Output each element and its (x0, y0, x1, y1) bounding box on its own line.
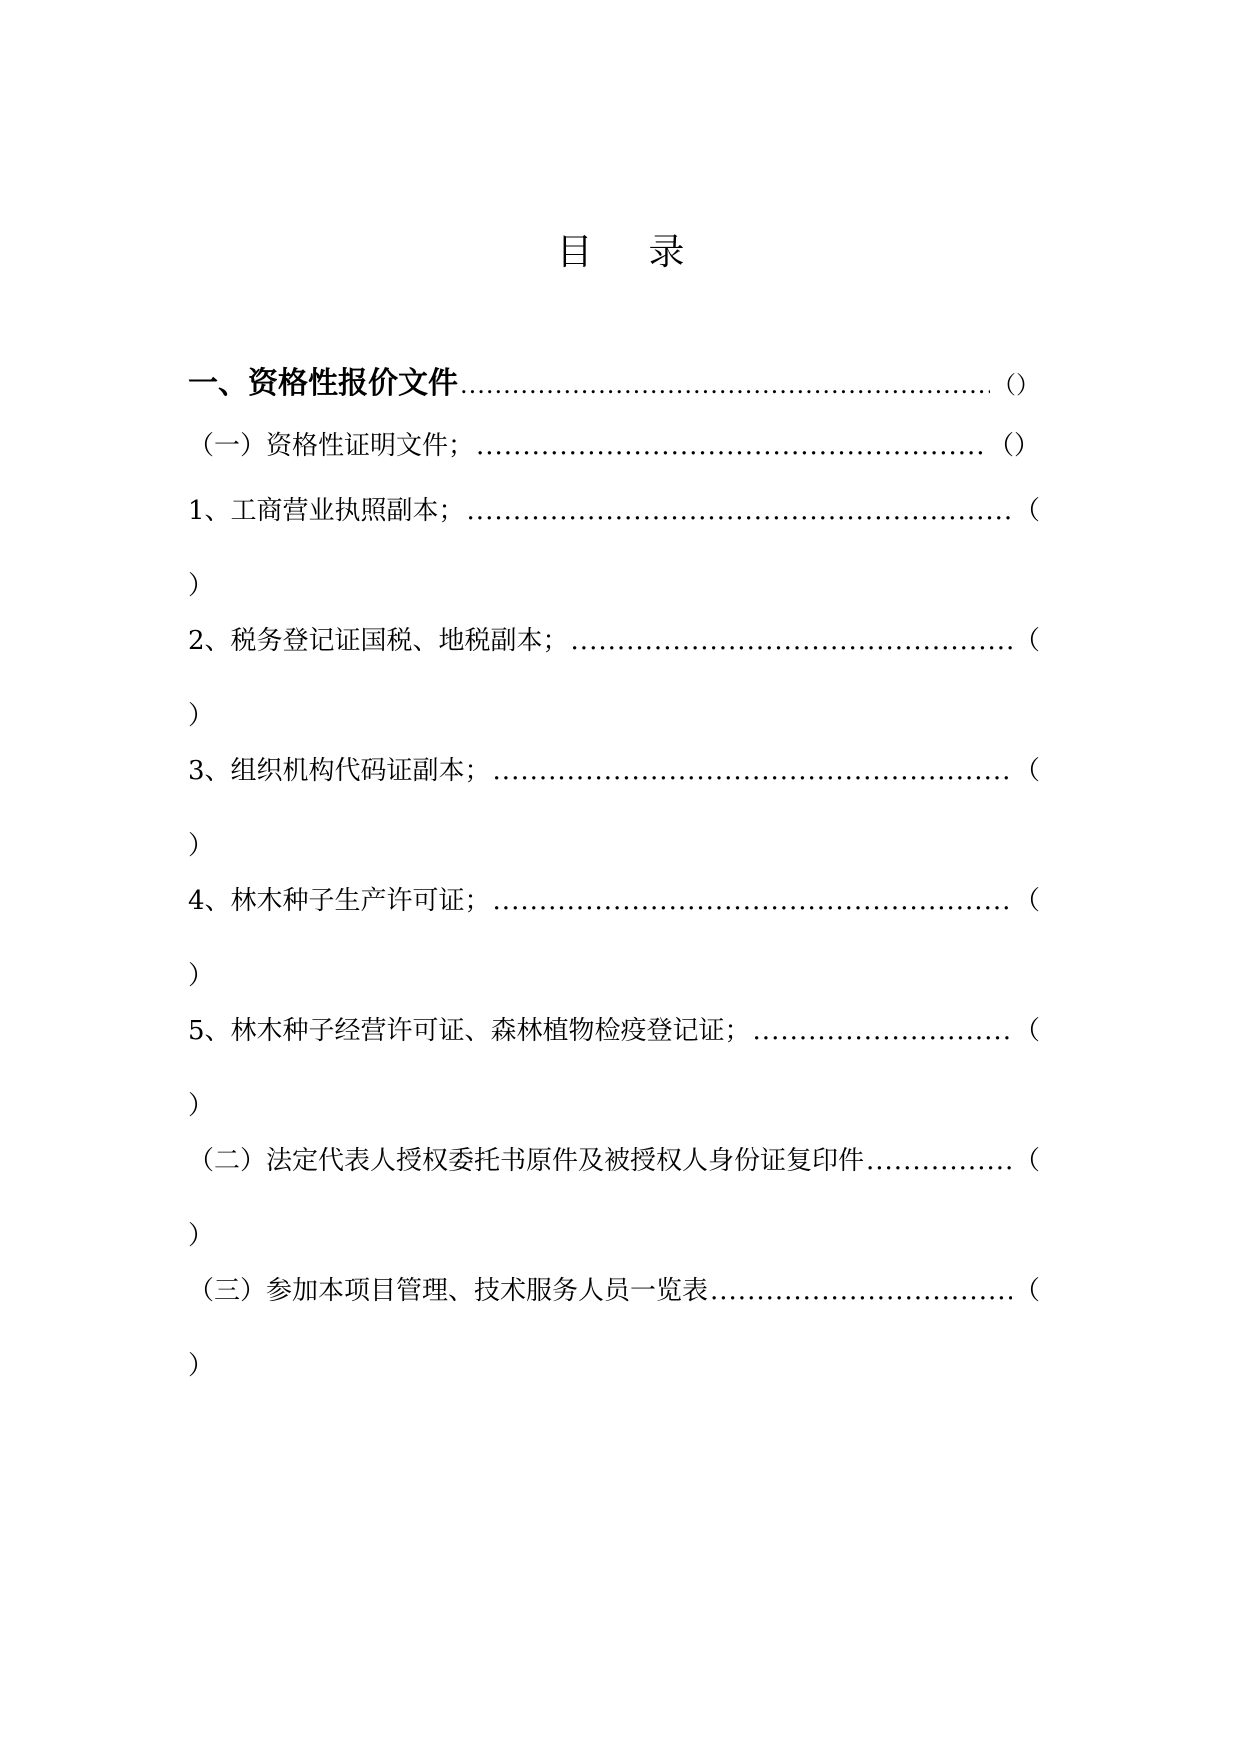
toc-entry-4[interactable] (188, 620, 1040, 732)
toc-entry-label: 4、林木种子生产许可证； (188, 886, 491, 916)
page-ref-open: （ (1013, 1016, 1040, 1046)
page-ref-open: （ (1013, 1146, 1040, 1176)
toc-entry-label: （三）参加本项目管理、技术服务人员一览表 (188, 1276, 709, 1306)
toc-entry-3[interactable] (188, 490, 1040, 602)
dot-leader (710, 1276, 1012, 1306)
page-ref-close: ） (188, 1221, 215, 1251)
toc-entry-1[interactable] (188, 358, 1040, 402)
toc-entry-label: 2、税务登记证国税、地税副本； (188, 626, 569, 656)
page-ref-close: ） (188, 571, 215, 601)
page-ref-close: ） (188, 961, 215, 991)
toc-entry-label: （一）资格性证明文件； (188, 431, 475, 461)
dot-leader (571, 626, 1012, 656)
title-char-2: 录 (648, 232, 685, 273)
toc-entry-5[interactable] (188, 750, 1040, 862)
dot-leader (467, 496, 1012, 526)
page-title (0, 224, 1241, 275)
toc-entry-label: 5、林木种子经营许可证、森林植物检疫登记证； (188, 1016, 751, 1046)
page-ref: （） (992, 371, 1040, 399)
page-ref-close: ） (188, 1091, 215, 1121)
page-ref-close: ） (188, 831, 215, 861)
page-ref-open: （ (1013, 626, 1040, 656)
toc-entry-label: 3、组织机构代码证副本； (188, 756, 491, 786)
page-ref-open: （ (1013, 1276, 1040, 1306)
dot-leader (493, 886, 1012, 916)
dot-leader (493, 756, 1012, 786)
toc-entry-label: 一、资格性报价文件 (188, 366, 458, 401)
toc-entry-label: 1、工商营业执照副本； (188, 496, 465, 526)
page-ref-close: ） (188, 1351, 215, 1381)
page-ref-close: ） (188, 701, 215, 731)
toc-entry-label: （二）法定代表人授权委托书原件及被授权人身份证复印件 (188, 1146, 865, 1176)
dot-leader (753, 1016, 1012, 1046)
toc-entry-8[interactable] (188, 1140, 1040, 1252)
page-ref-open: （ (1013, 496, 1040, 526)
page-ref-open: （ (1013, 886, 1040, 916)
page-ref-open: （ (1013, 756, 1040, 786)
title-char-1: 目 (556, 232, 593, 273)
page-ref: （） (987, 431, 1040, 461)
toc-entry-9[interactable] (188, 1270, 1040, 1382)
dot-leader (866, 1146, 1012, 1176)
toc-entry-2[interactable] (188, 425, 1040, 462)
toc-entry-6[interactable] (188, 880, 1040, 992)
dot-leader (460, 371, 990, 399)
dot-leader (476, 431, 986, 461)
toc-entry-7[interactable] (188, 1010, 1040, 1122)
